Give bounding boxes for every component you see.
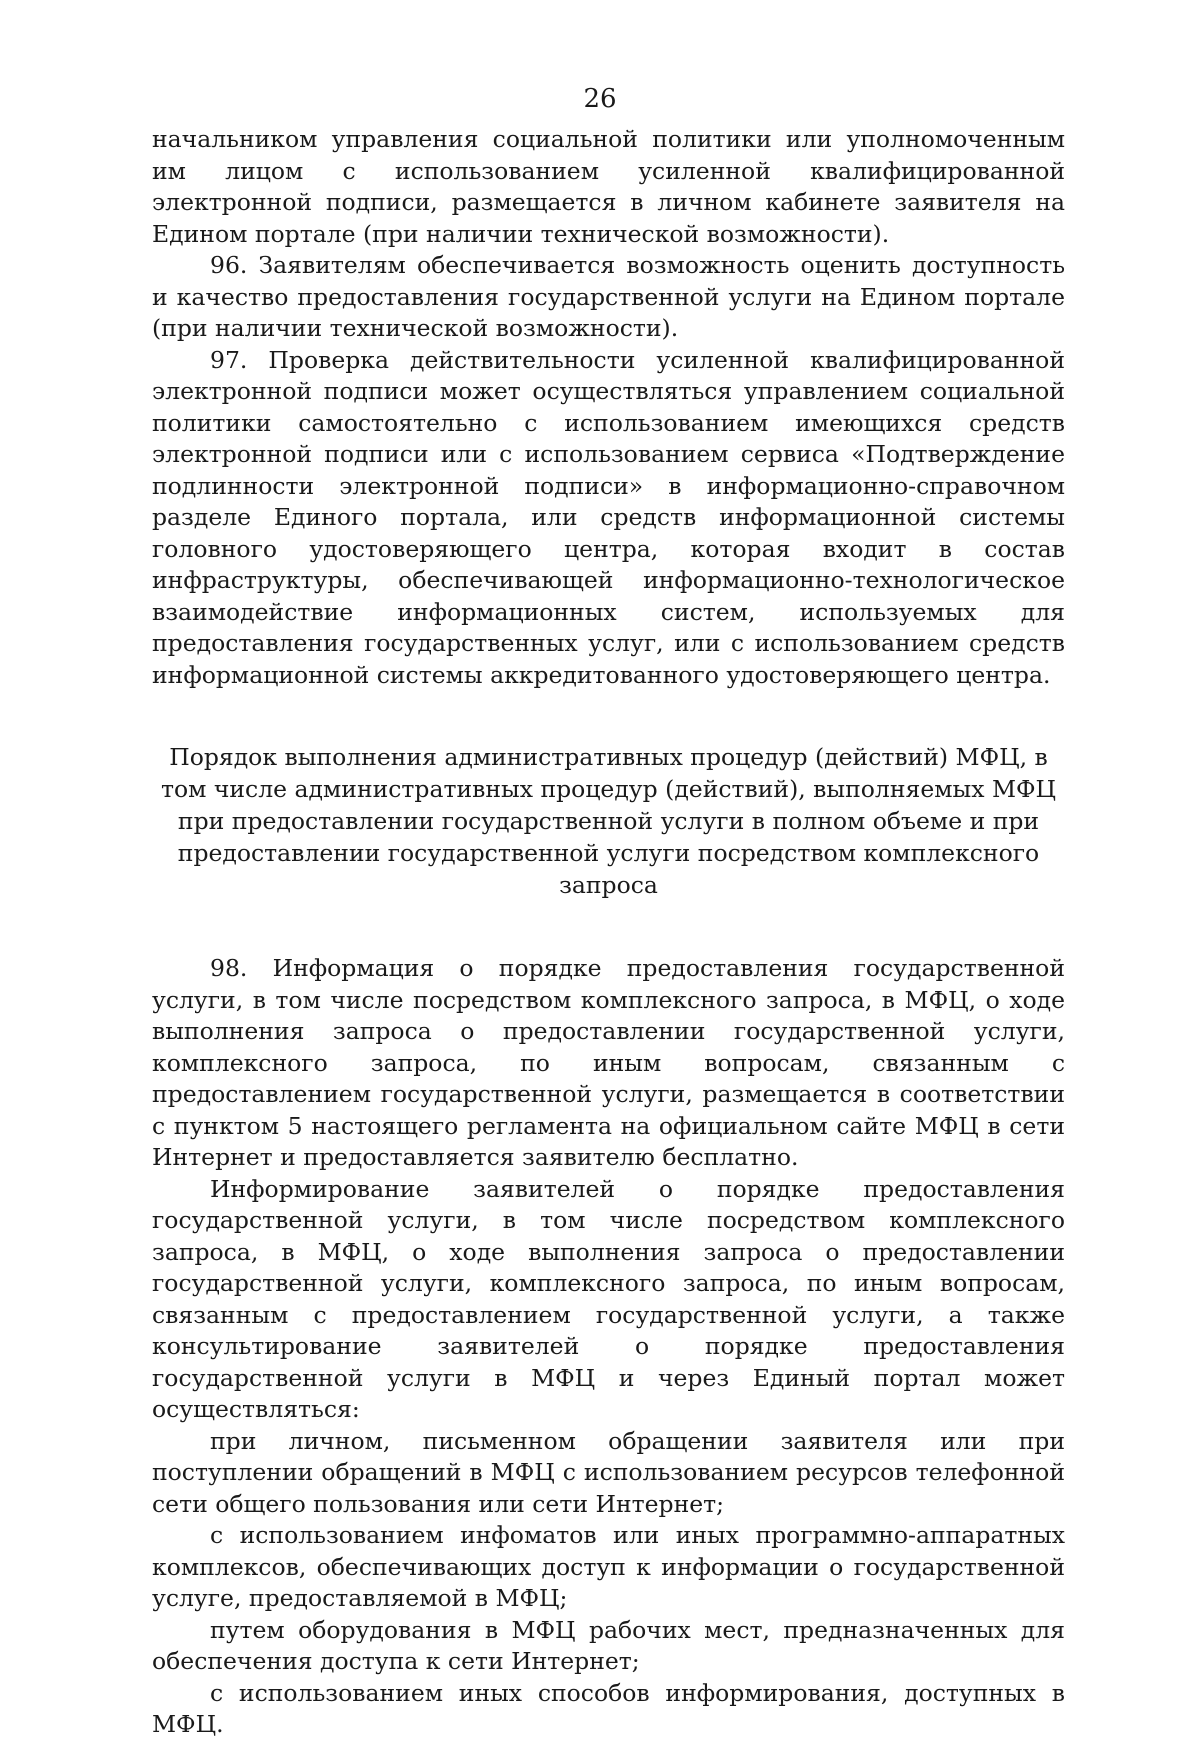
section-heading: Порядок выполнения административных процедур (действий) МФЦ, в том числе административных процедур (действий), выполняемых МФЦ при предоставлении государственной услуги в полном объеме и при предоставлении государственной услуги посредством комплексного запроса <box>160 743 1057 899</box>
paragraph-continuation: начальником управления социальной политики или уполномоченным им лицом с использованием усиленной квалифицированной электронной подписи, размещается в личном кабинете заявителя на Едином портале (при наличии технической возможности). <box>152 125 1065 248</box>
paragraph-97: 97. Проверка действительности усиленной квалифицированной электронной подписи может осуществляться управлением социальной политики самостоятельно с использованием имеющихся средств электронной подписи или с использованием сервиса «Подтверждение подлинности электронной подписи» в информационно-справочном разделе Единого портала, или средств информационной системы головного удостоверяющего центра, которая входит в состав инфраструктуры, обеспечивающей информационно-технологическое взаимодействие информационных систем, используемых для предоставления государственных услуг, или с использованием средств информационной системы аккредитованного удостоверяющего центра. <box>152 345 1065 689</box>
list-item-personal-request: при личном, письменном обращении заявителя или при поступлении обращений в МФЦ с использованием ресурсов телефонной сети общего пользования или сети Интернет; <box>152 1426 1065 1518</box>
paragraph-96: 96. Заявителям обеспечивается возможность оценить доступность и качество предоставления государственной услуги на Едином портале (при наличии технической возможности). <box>152 251 1065 342</box>
document-body <box>152 124 1065 1741</box>
list-item-workplaces: путем оборудования в МФЦ рабочих мест, предназначенных для обеспечения доступа к сети Интернет; <box>152 1615 1065 1675</box>
list-item-infomats: с использованием инфоматов или иных программно-аппаратных комплексов, обеспечивающих доступ к информации о государственной услуге, предоставляемой в МФЦ; <box>152 1521 1065 1612</box>
paragraph-98: 98. Информация о порядке предоставления государственной услуги, в том числе посредством комплексного запроса, в МФЦ, о ходе выполнения запроса о предоставлении государственной услуги, комплексного запроса, по иным вопросам, связанным с предоставлением государственной услуги, размещается в соответствии с пунктом 5 настоящего регламента на официальном сайте МФЦ в сети Интернет и предоставляется заявителю бесплатно. <box>152 954 1065 1171</box>
page-number: 26 <box>583 84 617 114</box>
list-item-other-methods: с использованием иных способов информирования, доступных в МФЦ. <box>152 1678 1065 1738</box>
paragraph-informing: Информирование заявителей о порядке предоставления государственной услуги, в том числе посредством комплексного запроса, в МФЦ, о ходе выполнения запроса о предоставлении государственной услуги, комплексного запроса, по иным вопросам, связанным с предоставлением государственной услуги, а также консультирование заявителей о порядке предоставления государственной услуги в МФЦ и через Единый портал может осуществляться: <box>152 1174 1065 1423</box>
